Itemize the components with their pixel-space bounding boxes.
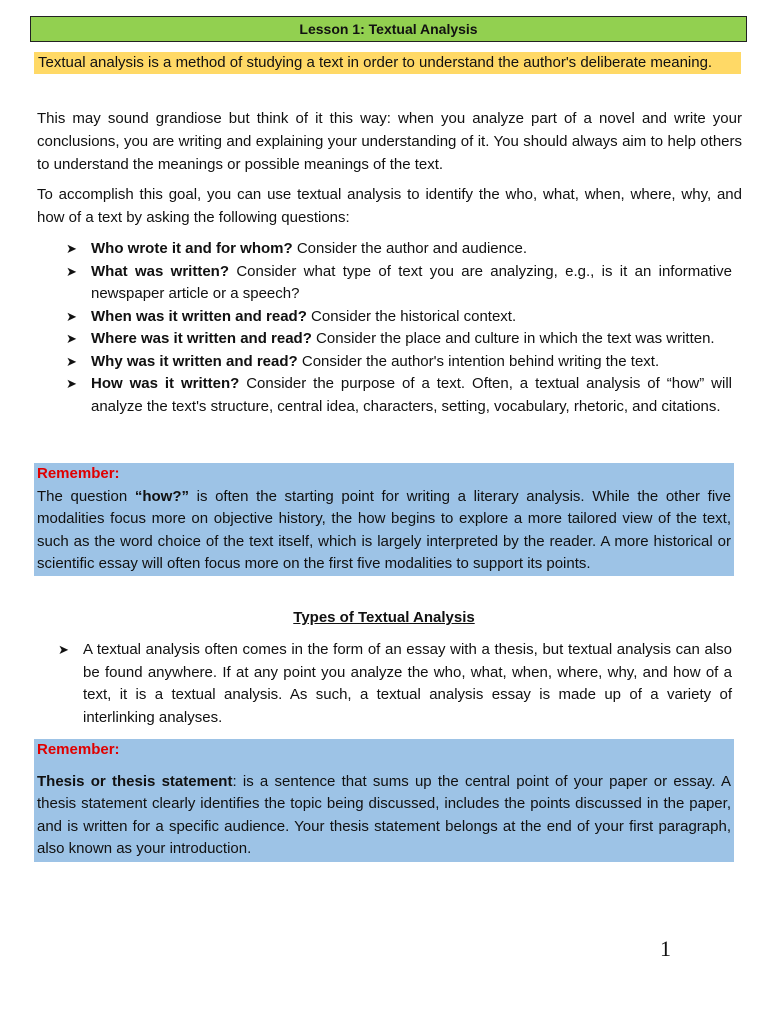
section-heading: Types of Textual Analysis (293, 609, 475, 626)
list-item: ➤ When was it written and read? Consider the historical context. (66, 306, 732, 329)
list-item: ➤ What was written? Consider what type of text you are analyzing, e.g., is it an informative newspaper article or a speech? (66, 262, 732, 302)
types-list (58, 639, 732, 729)
arrow-bullet-icon: ➤ (66, 241, 77, 256)
arrow-bullet-icon: ➤ (66, 331, 77, 346)
intro-highlight: Textual analysis is a method of studying a text in order to understand the author's deliberate meaning. (34, 52, 741, 74)
arrow-bullet-icon: ➤ (66, 308, 77, 324)
question-list (66, 238, 732, 418)
arrow-bullet-icon: ➤ (66, 353, 77, 369)
remember-text: The question “how?” is often the starting point for writing a literary analysis. While the other five modalities focus more on objective history, the how begins to explore a more tailored view of the text, such as the word choice of the text itself, which is largely interpreted by the reader. A more historical or scientific essay will often focus more on the first five modalities to support its points. (37, 487, 731, 573)
arrow-bullet-icon: ➤ (66, 263, 77, 279)
thesis-definition: Thesis or thesis statement: is a sentence that sums up the central point of your paper or essay. A thesis statement clearly identifies the topic being discussed, includes the points discussed in the paper, and is written for a specific audience. Your thesis statement belongs at the end of your first paragraph, also known as your introduction. (37, 772, 732, 858)
list-item: ➤ A textual analysis often comes in the form of an essay with a thesis, but textual analysis can also be found anywhere. If at any point you analyze the who, what, when, where, why, and how of a text, it is a textual analysis. As such, a textual analysis essay is made up of a variety of interlinking analyses. (58, 641, 732, 726)
remember-box-2 (34, 739, 734, 862)
page-number: 1 (660, 936, 671, 961)
list-item: ➤ Why was it written and read? Consider the author's intention behind writing the text. (66, 351, 732, 374)
arrow-bullet-icon: ➤ (66, 376, 77, 391)
list-item: ➤ Who wrote it and for whom? Consider the author and audience. (66, 238, 732, 261)
remember-label: Remember: (37, 465, 120, 482)
paragraph-2: To accomplish this goal, you can use textual analysis to identify the who, what, when, where, why, and how of a text by asking the following questions: (37, 186, 742, 226)
paragraph-1: This may sound grandiose but think of it this way: when you analyze part of a novel and write your conclusions, you are writing and explaining your understanding of it. You should always aim to help others to understand the meanings or possible meanings of the text. (37, 110, 742, 173)
remember-box-1 (34, 463, 734, 576)
remember-label: Remember: (37, 741, 120, 758)
arrow-bullet-icon: ➤ (58, 642, 69, 657)
list-item: ➤ Where was it written and read? Consider the place and culture in which the text was written. (66, 328, 732, 351)
lesson-title: Lesson 1: Textual Analysis (30, 16, 747, 42)
list-item: ➤ How was it written? Consider the purpose of a text. Often, a textual analysis of “how” will analyze the text's structure, central idea, characters, setting, vocabulary, rhetoric, and citations. (66, 375, 732, 415)
